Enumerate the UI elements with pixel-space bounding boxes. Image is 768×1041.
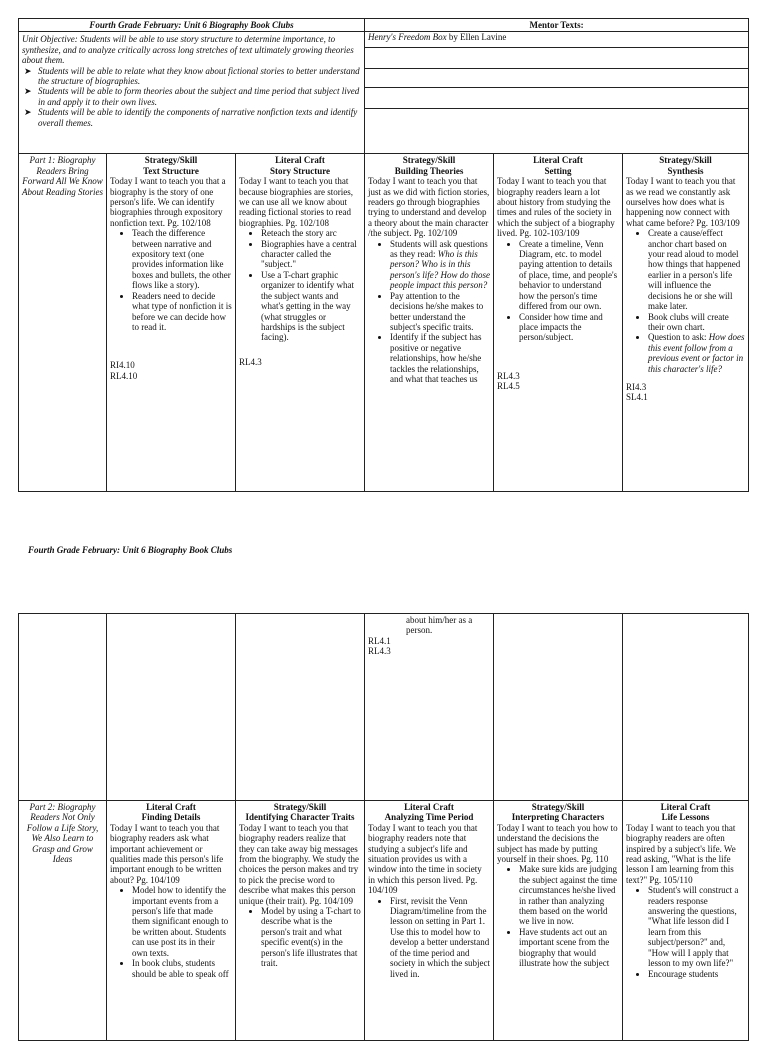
lesson-building-theories-continued: about him/her as a person. RL4.1 RL4.3 (365, 614, 494, 801)
objective-bullet: ➤ Students will be able to form theories about the subject and time period that subject lived in and apply it to their own lives. (38, 86, 361, 107)
objective-bullet: ➤ Students will be able to identify the components of narrative nonfiction texts and identify overall themes. (38, 107, 361, 128)
page-2 (18, 613, 748, 1041)
standards: RL4.3 RL4.5 (497, 370, 520, 392)
objective-bullet: ➤ Students will be able to relate what they know about fictional stories to better understand the structure of biographies. (38, 66, 361, 87)
page-1 (18, 18, 748, 492)
lesson-text-structure: Strategy/Skill Text Structure Today I want to teach you that a biography is the story of one person's life. We can identify biographies through expository nonfiction text. Pg. 102/108 • Teach the difference between narrative and expository text (one provides information like boxes and bullets, the other flows like a story). • Readers need to decide what type of nonfiction it is before we can decide how to read it. RI4.10 RL4.10 (107, 154, 236, 492)
lesson-building-theories: Strategy/Skill Building Theories Today I want to teach you that just as we did with fiction stories, readers go through biographies trying to understand and develop a theory about the main character /the subject. Pg. 102/109 • Students will ask questions as they read: Who is this person? Who is in this person's life? How do those people impact this person? • Pay attention to the decisions he/she makes to better understand the subject's specific traits. • Identify if the subject has positive or negative relationships, how he/she tackles the relationships, and what that teaches us (365, 154, 494, 492)
lesson-synthesis: Strategy/Skill Synthesis Today I want to teach you that as we read we constantly ask ourselves how does what is happening now connect with what came before? Pg. 103/109 • Create a cause/effect anchor chart based on your read aloud to model how things that happened earlier in a person's life will influence the decisions he or she will make later. • Book clubs will create their own chart. • Question to ask: How does this event follow from a previous event or factor in this character's life? RI4.3 SL4.1 (623, 154, 749, 492)
mentor-text-1: Henry's Freedom Box by Ellen Lavine (365, 32, 749, 48)
mentor-text-2 (365, 48, 749, 69)
unit-plan-table-part1 (18, 18, 749, 492)
unit-title: Fourth Grade February: Unit 6 Biography Book Clubs (19, 19, 365, 32)
part-2-label: Part 2: Biography Readers Not Only Follow a Life Story, We Also Learn to Grasp and Grow Ideas (19, 801, 107, 1041)
mentor-texts-heading: Mentor Texts: (365, 19, 749, 32)
standards: RL4.3 (239, 356, 262, 367)
lesson-finding-details: Literal Craft Finding Details Today I want to teach you that biography readers ask what important achievement or qualities made this person's life important enough to be written about? Pg. 104/109 • Model how to identify the important events from a person's life that made them significant enough to be written about. Students can use post its in their own texts. • In book clubs, students should be able to speak off (107, 801, 236, 1041)
lesson-analyzing-time-period: Literal Craft Analyzing Time Period Today I want to teach you that biography readers note that studying a subject's life and situation provides us with a window into the time in society in which this person lived. Pg. 104/109 • First, revisit the Venn Diagram/timeline from the lesson on setting in Part 1. Use this to model how to develop a better understand of the time period and society in which the subject lived in. (365, 801, 494, 1041)
lesson-story-structure: Literal Craft Story Structure Today I want to teach you that because biographies are stories, we can use all we know about reading fictional stories to read biographies. Pg. 102/108 • Reteach the story arc • Biographies have a central character called the "subject." • Use a T-chart graphic organizer to identify what the subject wants and what's getting in the way (what struggles or hardships is the subject facing). RL4.3 (236, 154, 365, 492)
lesson-interpreting-characters: Strategy/Skill Interpreting Characters Today I want to teach you how to understand the decisions the subject has made by putting yourself in their shoes. Pg. 110 • Make sure kids are judging the subject against the time circumstances he/she lived in rather than analyzing them based on the world we live in now. • Have students act out an important scene from the biography that would illustrate how the subject (494, 801, 623, 1041)
mentor-text-3 (365, 69, 749, 88)
part-1-label: Part 1: Biography Readers Bring Forward All We Know About Reading Stories (19, 154, 107, 492)
lesson-setting: Literal Craft Setting Today I want to teach you that biography readers learn a lot about history from studying the times and rules of the society in which the subject of a biography lived. Pg. 102-103/109 • Create a timeline, Venn Diagram, etc. to model paying attention to details of place, time, and people's behavior to understand how the person's time differed from our own. • Consider how time and place impacts the person/subject. RL4.3 RL4.5 (494, 154, 623, 492)
unit-objective: Unit Objective: Students will be able to use story structure to determine importance, to synthesize, and to analyze critically across long stretches of text ultimately growing theories about them. ➤ Students will be able to relate what they know about fictional stories to better understand the structure of biographies. ➤ Students will be able to form theories about the subject and time period that subject lived in and apply it to their own lives. ➤ Students will be able to identify the components of narrative nonfiction texts and identify overall themes. (19, 32, 365, 154)
standards: RL4.1 RL4.3 (368, 635, 391, 657)
mentor-text-5 (365, 109, 749, 154)
lesson-identifying-character-traits: Strategy/Skill Identifying Character Traits Today I want to teach you that biography readers realize that they can take away big messages from the biography. We study the choices the person makes and try to pick the precise word to describe what makes this person unique (their trait). Pg. 104/109 • Model by using a T-chart to describe what is the person's trait and what specific event(s) in the person's life illustrates that trait. (236, 801, 365, 1041)
standards: RI4.10 RL4.10 (110, 360, 138, 381)
standards: RI4.3 SL4.1 (626, 381, 648, 403)
mentor-text-4 (365, 88, 749, 109)
unit-plan-table-part2 (18, 613, 749, 1041)
lesson-life-lessons: Literal Craft Life Lessons Today I want to teach you that biography readers are often inspired by a subject's life. We read asking, "What is the life lesson I am learning from this text?" Pg. 105/110 • Student's will construct a readers response answering the questions, "What life lesson did I learn from this subject/person?" and, "How will I apply that lesson to my own life?" • Encourage students (623, 801, 749, 1041)
page-2-title: Fourth Grade February: Unit 6 Biography Book Clubs (28, 545, 233, 555)
